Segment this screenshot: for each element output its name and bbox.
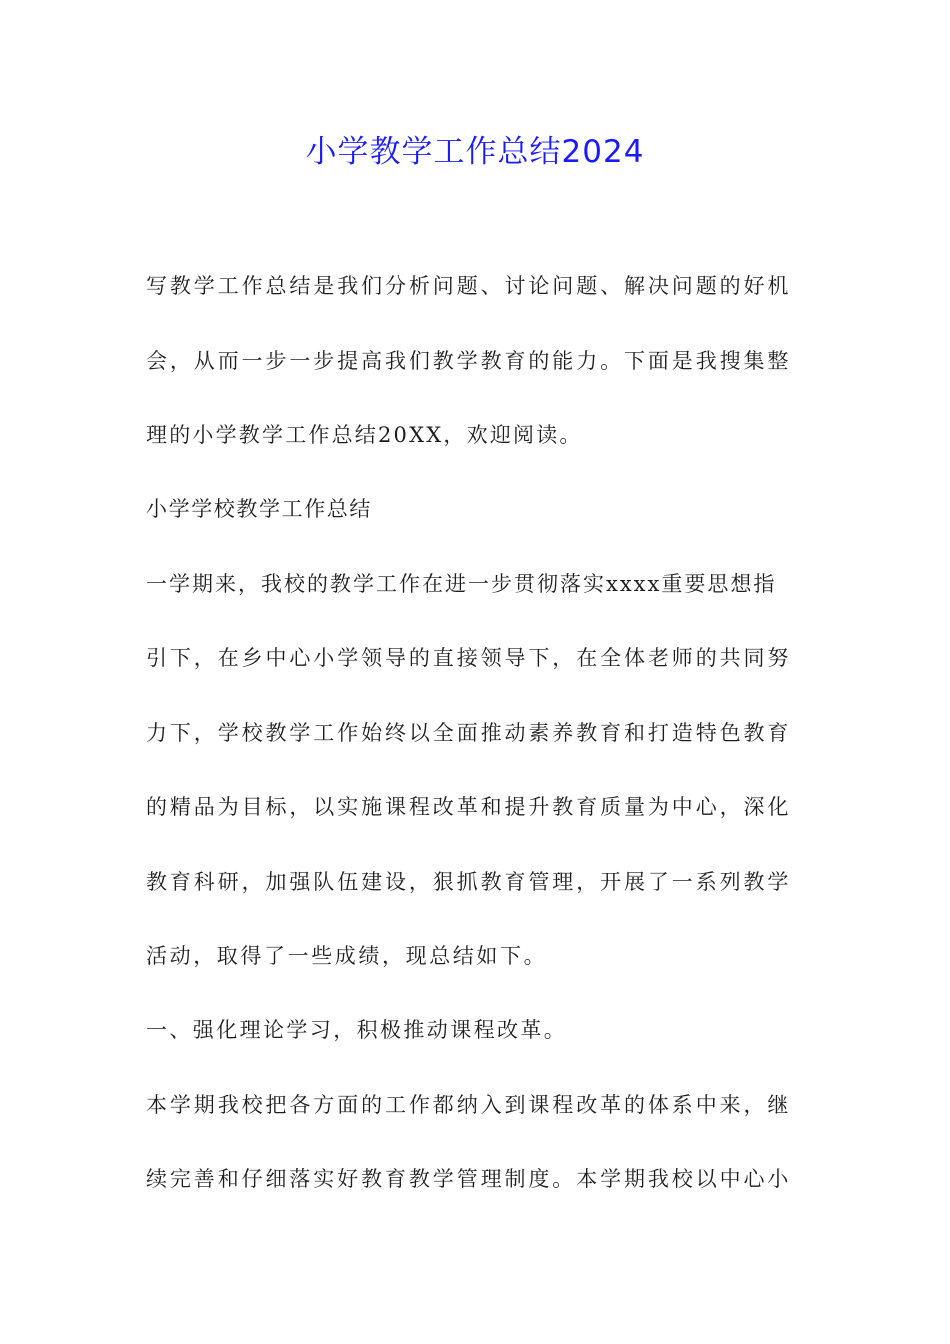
paragraph-line: 写教学工作总结是我们分析问题、讨论问题、解决问题的好机 <box>146 274 792 298</box>
document-title: 小学教学工作总结2024 <box>305 134 645 170</box>
paragraph-line: 活动，取得了一些成绩，现总结如下。 <box>146 944 548 968</box>
paragraph-line: 的精品为目标，以实施课程改革和提升教育质量为中心，深化 <box>146 795 792 819</box>
paragraph-line: 一学期来，我校的教学工作在进一步贯彻落实xxxx重要思想指 <box>146 572 777 596</box>
paragraph-line: 理的小学教学工作总结20XX，欢迎阅读。 <box>146 423 583 447</box>
section-heading: 小学学校教学工作总结 <box>146 497 372 521</box>
section-heading: 一、强化理论学习，积极推动课程改革。 <box>146 1018 568 1042</box>
paragraph-line: 会，从而一步一步提高我们教学教育的能力。下面是我搜集整 <box>146 349 792 373</box>
paragraph-line: 续完善和仔细落实好教育教学管理制度。本学期我校以中心小 <box>146 1167 792 1191</box>
paragraph-line: 力下，学校教学工作始终以全面推动素养教育和打造特色教育 <box>146 721 792 745</box>
paragraph-line: 本学期我校把各方面的工作都纳入到课程改革的体系中来，继 <box>146 1093 792 1117</box>
paragraph-line: 引下，在乡中心小学领导的直接领导下，在全体老师的共同努 <box>146 646 792 670</box>
paragraph-line: 教育科研，加强队伍建设，狠抓教育管理，开展了一系列教学 <box>146 870 792 894</box>
